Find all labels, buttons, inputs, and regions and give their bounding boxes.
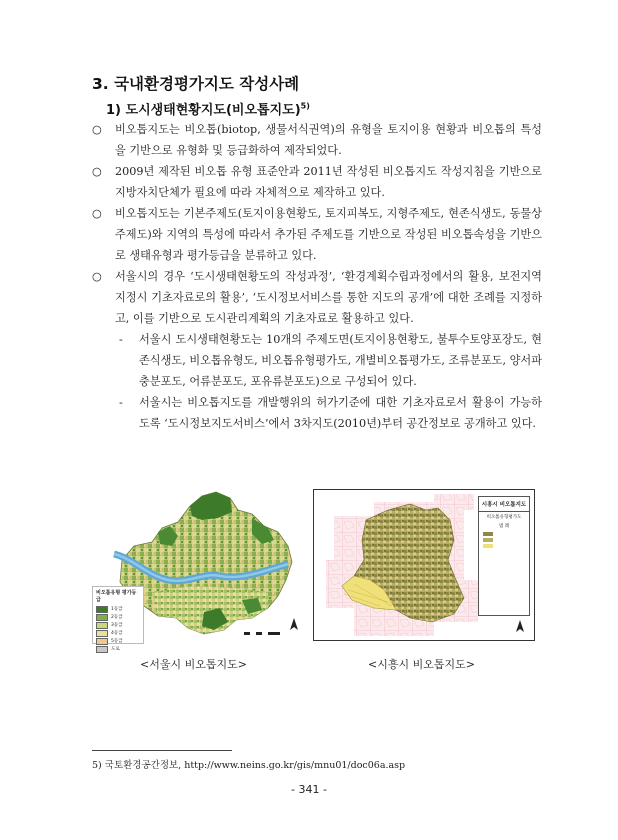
siheung-panel-title: 시흥시 비오톱지도: [479, 497, 529, 512]
legend-item: [93, 613, 143, 621]
dash-text: 서울시 도시생태현황도는 10개의 주제도면(토지이용현황도, 불투수토양포장도, 현존식생도, 비오톱유형도, 비오톱유형평가도, 개별비오톱평가도, 조류분포도, 양서파충분포도, 어류분포도, 포유류분포도)으로 구성되어 있다.: [139, 333, 543, 388]
legend-item: [93, 629, 143, 637]
bullet-item: [92, 266, 542, 329]
legend-label: 3등급: [111, 623, 123, 628]
bullet-item: [92, 203, 542, 266]
siheung-map-caption: <시흥시 비오톱지도>: [368, 658, 475, 671]
bullet-text: 2009년 제작된 비오톱 유형 표준안과 2011년 작성된 비오톱지도 작성지침을 기반으로 지방자치단체가 필요에 따라 자체적으로 제작하고 있다.: [115, 165, 542, 199]
bullet-mark: ○: [92, 270, 102, 283]
siheung-biotope-map: [313, 489, 535, 641]
legend-swatch: [96, 614, 108, 621]
legend-item: [93, 637, 143, 645]
legend-label: 5등급: [111, 639, 123, 644]
subsection-title: 1) 도시생태현황지도(비오톱지도): [106, 103, 301, 118]
page-number: - 341 -: [291, 783, 327, 796]
legend-label: 도로: [111, 647, 120, 652]
dash-item: [92, 329, 542, 392]
legend-label: 4등급: [111, 631, 123, 636]
seoul-map-caption: <서울시 비오톱지도>: [140, 658, 247, 671]
legend-item: [93, 645, 143, 653]
legend-title: 비오톱유형 평가등급: [96, 590, 137, 603]
bullet-text: 비오톱지도는 기본주제도(토지이용현황도, 토지피복도, 지형주제도, 현존식생도, 동물상주제도)와 지역의 특성에 따라서 추가된 주제도를 기반으로 작성된 비오톱속성을 기반으로 생태유형과 평가등급을 분류하고 있다.: [115, 207, 542, 262]
seoul-biotope-map: [92, 488, 304, 652]
bullet-text: 비오톱지도는 비오톱(biotop, 생물서식권역)의 유형을 토지이용 현황과 비오톱의 특성을 기반으로 유형화 및 등급화하여 제작되었다.: [115, 123, 542, 157]
legend-swatch: [483, 538, 493, 542]
legend-swatch: [96, 606, 108, 613]
body-text: [92, 119, 542, 434]
legend-label: 1등급: [111, 607, 123, 612]
dash-mark: -: [119, 396, 123, 409]
legend-label: 2등급: [111, 615, 123, 620]
legend-item: [93, 605, 143, 613]
seoul-map-legend: [92, 586, 144, 652]
bullet-item: [92, 119, 542, 161]
siheung-panel-legend-label: 범 례: [498, 524, 510, 529]
dash-mark: -: [119, 333, 123, 346]
legend-swatch: [96, 646, 108, 653]
subsection-heading: [106, 99, 310, 118]
legend-swatch: [96, 638, 108, 645]
legend-swatch: [483, 544, 493, 548]
bullet-mark: ○: [92, 165, 102, 178]
bullet-mark: ○: [92, 207, 102, 220]
bullet-item: [92, 161, 542, 203]
legend-item: [93, 621, 143, 629]
footnote-divider: [92, 750, 232, 751]
legend-swatch: [96, 630, 108, 637]
bullet-mark: ○: [92, 123, 102, 136]
siheung-panel-subtitle: 비오톱유형평가도: [486, 515, 522, 520]
siheung-legend-panel: [478, 496, 530, 616]
footnote: 5) 국토환경공간정보, http://www.neins.go.kr/gis/mnu01/doc06a.asp: [92, 760, 406, 771]
legend-swatch: [96, 622, 108, 629]
dash-text: 서울시는 비오톱지도를 개발행위의 허가기준에 대한 기초자료로서 활용이 가능하도록 ‘도시정보지도서비스’에서 3차지도(2010년)부터 공간정보로 공개하고 있다.: [139, 396, 542, 430]
legend-swatch: [483, 532, 493, 536]
dash-item: [92, 392, 542, 434]
footnote-ref: 5): [300, 101, 310, 111]
bullet-text: 서울시의 경우 ‘도시생태현황도의 작성과정’, ‘환경계획수립과정에서의 활용, 보전지역지정시 기초자료로의 활용’, ‘도시정보서비스를 통한 지도의 공개’에 대한 조례를 지정하고, 이를 기반으로 도시관리계획의 기초자료로 활용하고 있다.: [115, 270, 542, 325]
section-heading: 3. 국내환경평가지도 작성사례: [92, 75, 300, 93]
